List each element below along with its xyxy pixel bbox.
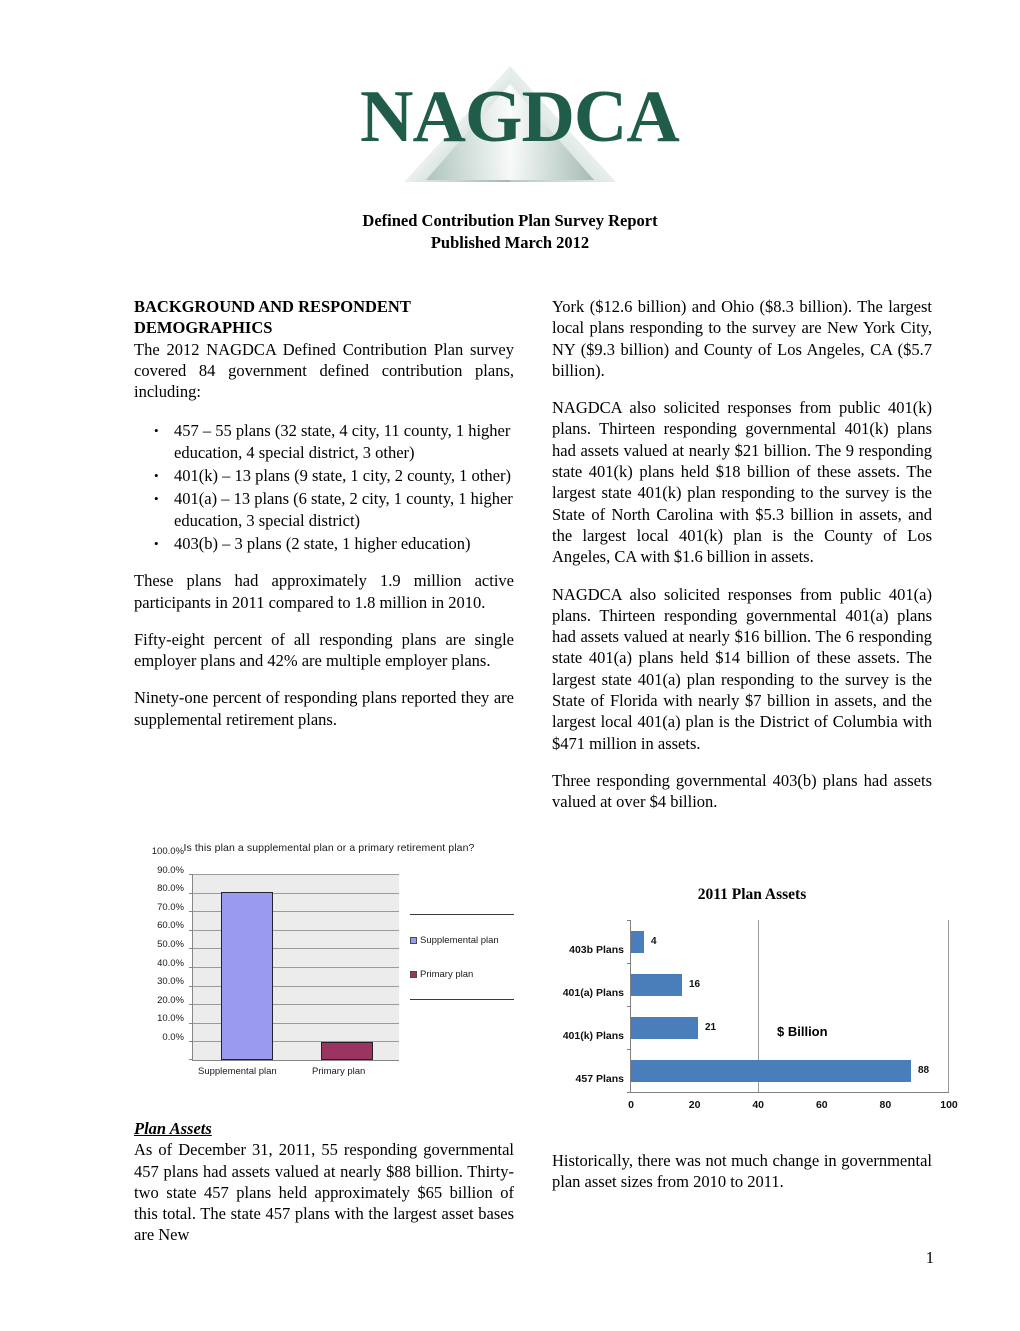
axis-tick xyxy=(627,963,631,964)
y-tick-label: 90.0% xyxy=(157,864,184,876)
list-item: • 403(b) – 3 plans (2 state, 1 higher education) xyxy=(172,533,514,554)
bar-401k-plans xyxy=(631,1017,698,1039)
document-title-line1: Defined Contribution Plan Survey Report xyxy=(362,211,658,230)
y-tick-label: 50.0% xyxy=(157,939,184,950)
axis-tick xyxy=(627,920,631,921)
list-item: • 401(a) – 13 plans (6 state, 2 city, 1 county, 1 higher education, 3 special district) xyxy=(172,488,514,531)
axis-tick xyxy=(189,1004,193,1005)
legend-swatch-icon xyxy=(410,937,417,944)
left-column xyxy=(134,296,514,746)
logo-wordmark: NAGDCA xyxy=(360,76,679,158)
y-tick-label: 0.0% xyxy=(162,1032,184,1043)
paragraph-403b: Three responding governmental 403(b) plans had assets valued at over $4 billion. xyxy=(552,770,932,812)
nagdca-logo xyxy=(0,62,1020,197)
plan-assets-section xyxy=(134,1118,514,1262)
plan-assets-paragraph: As of December 31, 2011, 55 responding governmental 457 plans had assets valued at nearly $88 billion. Thirty-two state 457 plans held approximately $65 billion of this total. The state 457 plans with the largest asset bases are New xyxy=(134,1140,514,1245)
category-label: 401(k) Plans xyxy=(562,1030,624,1042)
participants-paragraph: These plans had approximately 1.9 million active participants in 2011 compared to 1.8 million in 2010. xyxy=(134,571,514,612)
y-tick-label: 10.0% xyxy=(157,1013,184,1025)
x-tick-label: 60 xyxy=(815,1099,828,1111)
list-item: • 401(k) – 13 plans (9 state, 1 city, 2 county, 1 other) xyxy=(172,465,514,486)
plan-type-list xyxy=(134,420,514,554)
axis-tick xyxy=(627,1092,631,1093)
continued-paragraph: York ($12.6 billion) and Ohio ($8.3 billion). The largest local plans responding to the survey are New York City, NY ($9.3 billion) and County of Los Angeles, CA ($5.7 billion). xyxy=(552,297,932,380)
chart-legend xyxy=(410,914,514,1000)
supplemental-vs-primary-chart xyxy=(134,842,524,1096)
logo-graphic xyxy=(360,62,679,192)
x-tick-label: Supplemental plan xyxy=(198,1066,277,1077)
supplemental-paragraph: Ninety-one percent of responding plans reported they are supplemental retirement plans. xyxy=(134,688,514,729)
plan-assets-heading: Plan Assets xyxy=(134,1119,212,1138)
bar-value-label: 4 xyxy=(651,936,657,947)
x-tick-label: 0 xyxy=(628,1099,634,1111)
right-column xyxy=(552,296,932,829)
document-title-line2: Published March 2012 xyxy=(430,233,590,252)
employer-paragraph: Fifty-eight percent of all responding plans are single employer plans and 42% are multiple employer plans. xyxy=(134,629,514,671)
axis-tick xyxy=(189,930,193,931)
legend-item-supplemental-plan xyxy=(410,931,514,949)
y-tick-label: 100.0% xyxy=(151,846,184,857)
axis-tick xyxy=(189,1041,193,1042)
paragraph-401k: NAGDCA also solicited responses from public 401(k) plans. Thirteen responding governmental 401(k) plans had assets valued at nearly $21 billion. The 9 responding state 401(k) plans held $18 billion of these assets. The largest state 401(k) plan responding to the survey is the State of North Carolina with $5.3 billion in assets, and the largest local 401(k) plan is the County of Los Angeles, CA with $1.6 billion in assets. xyxy=(552,398,932,567)
section-heading-line1: BACKGROUND AND RESPONDENT xyxy=(134,297,411,316)
axis-tick xyxy=(189,948,193,949)
chart-category-labels xyxy=(552,920,624,1092)
axis-annotation: $ Billion xyxy=(777,1024,828,1039)
chart-title: 2011 Plan Assets xyxy=(697,886,807,903)
bar-supplemental-plan xyxy=(221,892,273,1060)
bar-value-label: 16 xyxy=(689,979,701,990)
category-label: 457 Plans xyxy=(575,1073,624,1085)
bar-value-label: 88 xyxy=(918,1065,930,1076)
x-tick-label: 80 xyxy=(879,1099,892,1111)
x-tick-label: 100 xyxy=(940,1099,958,1111)
y-tick-label: 60.0% xyxy=(157,920,184,932)
section-heading-line2: DEMOGRAPHICS xyxy=(134,318,273,338)
chart-title: Is this plan a supplemental plan or a primary retirement plan? xyxy=(183,842,475,854)
y-tick-label: 40.0% xyxy=(157,957,184,969)
gridline xyxy=(948,920,949,1092)
axis-tick xyxy=(189,874,193,875)
plan-assets-chart xyxy=(552,886,958,1132)
legend-item-primary-plan xyxy=(410,965,514,983)
legend-swatch-icon xyxy=(410,971,417,978)
bar-457-plans xyxy=(631,1060,911,1082)
axis-tick xyxy=(189,967,193,968)
page-number: 1 xyxy=(925,1248,934,1267)
legend-label: Primary plan xyxy=(420,968,474,980)
gridline xyxy=(193,874,399,875)
bar-primary-plan xyxy=(321,1042,373,1060)
axis-tick xyxy=(627,1006,631,1007)
x-tick-label: Primary plan xyxy=(312,1066,366,1077)
axis-tick xyxy=(189,893,193,894)
y-tick-label: 70.0% xyxy=(157,901,184,913)
intro-paragraph: The 2012 NAGDCA Defined Contribution Plan survey covered 84 government defined contribution plans, including: xyxy=(134,339,514,402)
axis-tick xyxy=(189,986,193,987)
bar-401a-plans xyxy=(631,974,682,996)
legend-rule-bottom xyxy=(410,999,514,1000)
x-tick-label: 40 xyxy=(752,1099,765,1111)
historical-section xyxy=(552,1150,932,1209)
chart-plot-area xyxy=(192,874,399,1061)
historical-paragraph: Historically, there was not much change in governmental plan asset sizes from 2010 to 2011. xyxy=(552,1151,932,1192)
y-tick-label: 20.0% xyxy=(157,994,184,1006)
axis-tick xyxy=(189,1059,193,1060)
y-tick-label: 30.0% xyxy=(157,976,184,988)
bar-403b-plans xyxy=(631,931,644,953)
bar-value-label: 21 xyxy=(705,1022,717,1033)
legend-label: Supplemental plan xyxy=(420,934,499,946)
axis-tick xyxy=(189,911,193,912)
chart-plot-area xyxy=(630,920,949,1093)
document-title xyxy=(0,210,1020,254)
paragraph-401a: NAGDCA also solicited responses from public 401(a) plans. Thirteen responding governmental 401(a) plans had assets valued at nearly $16 billion. The 6 responding state 401(a) plans held $14 billion of these assets. The largest state 401(a) plan responding to the survey is the State of Florida with nearly $7 billion in assets, and the largest local 401(a) plan is the District of Columbia with $471 million in assets. xyxy=(552,584,932,753)
axis-tick xyxy=(627,1049,631,1050)
category-label: 403b Plans xyxy=(569,944,624,956)
axis-tick xyxy=(189,1023,193,1024)
list-item: • 457 – 55 plans (32 state, 4 city, 11 county, 1 higher education, 4 special district, 3 other) xyxy=(172,420,514,463)
x-tick-label: 20 xyxy=(688,1099,701,1111)
section-heading xyxy=(134,296,514,339)
category-label: 401(a) Plans xyxy=(562,987,624,999)
y-tick-label: 80.0% xyxy=(157,883,184,895)
